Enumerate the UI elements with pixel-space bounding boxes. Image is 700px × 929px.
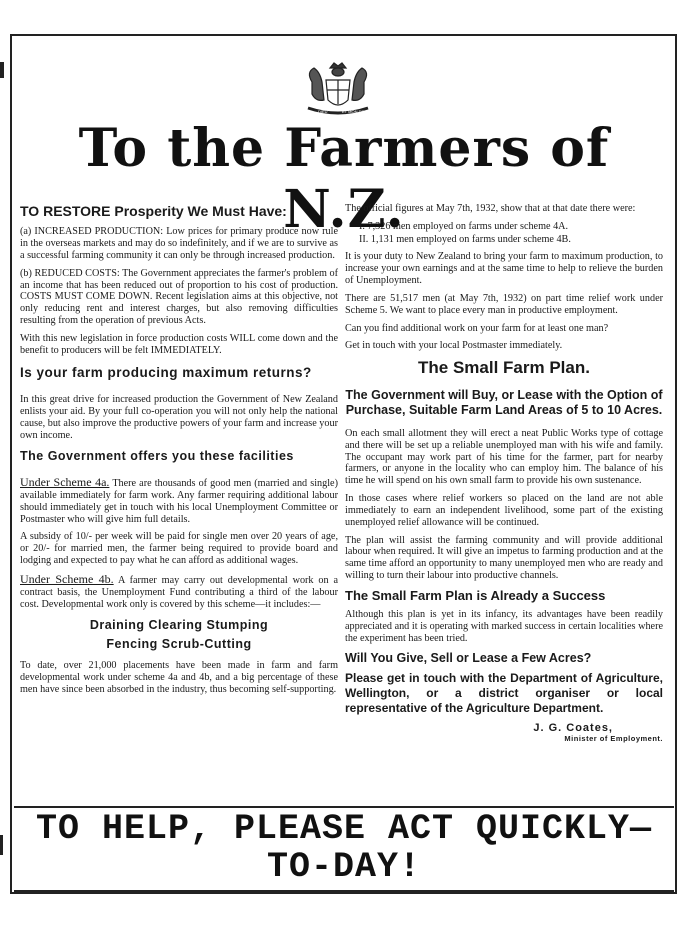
edge-mark (0, 835, 3, 855)
call-to-action (14, 810, 674, 886)
works-list (20, 616, 338, 654)
crest-motto-right: ET MON DROIT (342, 109, 372, 114)
section-title-small-farm-plan: The Small Farm Plan. (418, 358, 590, 378)
paragraph-scheme-4a (20, 476, 338, 525)
section-title-success: The Small Farm Plan is Already a Success (345, 587, 606, 603)
paragraph-relief-cases: In those cases where relief workers so placed on the land are not able immediately to earn an independent livelihood, some part of the existing unemployed relief allowance will be continued. (345, 493, 663, 528)
paragraph-increased-production: (a) INCREASED PRODUCTION: Low prices for primary produce now rule in the overseas markets and may do so indefinitely, and if we are to survive as a successful farming community it can only be through increased production. (20, 226, 338, 261)
cta-line-2: TO-DAY! (266, 847, 422, 887)
plan-subtitle: The Government will Buy, or Lease with the Option of Purchase, Suitable Farm Land Areas of 5 to 10 Acres. (345, 388, 663, 417)
scheme-4a-label: Under Scheme 4a. (20, 474, 110, 489)
signer-name: J. G. Coates, (533, 722, 613, 734)
section-title-facilities: The Government offers you these facilities (20, 449, 294, 464)
paragraph-infancy: Although this plan is yet in its infancy, its advantages have been readily appreciated and it is operating with marked success in certain localities where the experiment has been tried. (345, 609, 663, 644)
scheme-4b-text: A farmer may carry out developmental work on a contract basis, the Unemployment Fund contributing a third of the labour cost. Developmental work only is covered by this scheme—it includes:— (20, 574, 338, 610)
paragraph-duty: It is your duty to New Zealand to bring your farm to maximum production, to increase your own earnings and at the same time to help to relieve the burden of Unemployment. (345, 251, 663, 287)
left-column (20, 203, 338, 701)
paragraph-question: Can you find additional work on your farm for at least one man? (345, 322, 609, 334)
signature-block (345, 722, 663, 743)
section-title-returns: Is your farm producing maximum returns? (20, 364, 312, 380)
list-item: II. 1,131 men employed on farms under scheme 4B. (359, 233, 571, 245)
paragraph-legislation: With this new legislation in force production costs WILL come down and the benefit to producers will be felt IMMEDIATELY. (20, 332, 338, 356)
section-title-prosperity: TO RESTORE Prosperity We Must Have: (20, 203, 287, 219)
paragraph-postmaster: Get in touch with your local Postmaster immediately. (345, 340, 563, 352)
headline: To the Farmers of N.Z. (78, 118, 610, 240)
paragraph-scheme-4b (20, 573, 338, 611)
paragraph-drive: In this great drive for increased production the Government of New Zealand enlists your aid. By your full co-operation you will not only help the national cause, but also improve the productive powers of your farm and increase your own income. (20, 394, 338, 441)
scheme-4b-label: Under Scheme 4b. (20, 571, 114, 586)
list-item: I. 7,326 men employed on farms under scheme 4A. (359, 220, 569, 232)
paragraph-allotment: On each small allotment they will erect a neat Public Works type of cottage and there will be set up a reliable unemployed man with his wife and family. The occupant may work part of his time for the farmer, part for nearby farmers, or anyone in the locality who can employ him. The balance of his time he will spend on his own small farm to provide his own sustenance. (345, 428, 663, 487)
right-column (345, 203, 663, 743)
figures-list (359, 221, 663, 246)
works-line-2: Fencing Scrub-Cutting (106, 637, 252, 652)
paragraph-assist: The plan will assist the farming community and will provide additional labour when required. It will give an impetus to farming production and at the same time afford an opportunity to many unemployed men who are ready and willing to turn their labour into productive channels. (345, 534, 663, 582)
works-line-1: Draining Clearing Stumping (89, 618, 269, 633)
cta-line-1: TO HELP, PLEASE ACT QUICKLY— (35, 809, 653, 849)
paragraph-subsidy: A subsidy of 10/- per week will be paid for single men over 20 years of age, or 20/- for married men, the farmer being required to provide board and lodging and expected to pay what he can afford as additional wages. (20, 531, 338, 567)
paragraph-relief: There are 51,517 men (at May 7th, 1932) on part time relief work under Scheme 5. We want to place every man in productive employment. (345, 292, 663, 316)
paragraph-placements: To date, over 21,000 placements have been made in farm and farm developmental work under scheme 4a and 4b, and a big percentage of these men have since been absorbed in the industry, thus becoming self-supporting. (20, 659, 338, 695)
divider-bottom (14, 890, 674, 892)
paragraph-contact: Please get in touch with the Department of Agriculture, Wellington, or a district organiser or local representative of the Agriculture Department. (345, 671, 663, 715)
signer-title: Minister of Employment. (564, 733, 663, 743)
crest-motto-left: DIEU (318, 109, 328, 114)
paragraph-reduced-costs: (b) REDUCED COSTS: The Government appreciates the farmer's problem of an income that has been reduced out of proportion to his cost of production. COSTS MUST COME DOWN. Recent legislation aims at this objective, not only reducing rent and interest charges, but also removing difficulties resulting from the operation of previous Acts. (20, 267, 338, 327)
divider-top (14, 806, 674, 808)
section-title-will-you: Will You Give, Sell or Lease a Few Acres? (345, 650, 592, 665)
edge-mark (0, 62, 4, 78)
royal-crest-icon (300, 60, 376, 120)
paragraph-figures-intro: The official figures at May 7th, 1932, show that at that date there were: (345, 203, 636, 214)
scheme-4a-text: There are thousands of good men (married and single) available immediately for farm work. Any farmer requiring additional labour should immediately get in touch with his local Unemployment Committee or Postmaster who will give him full details. (20, 477, 338, 525)
